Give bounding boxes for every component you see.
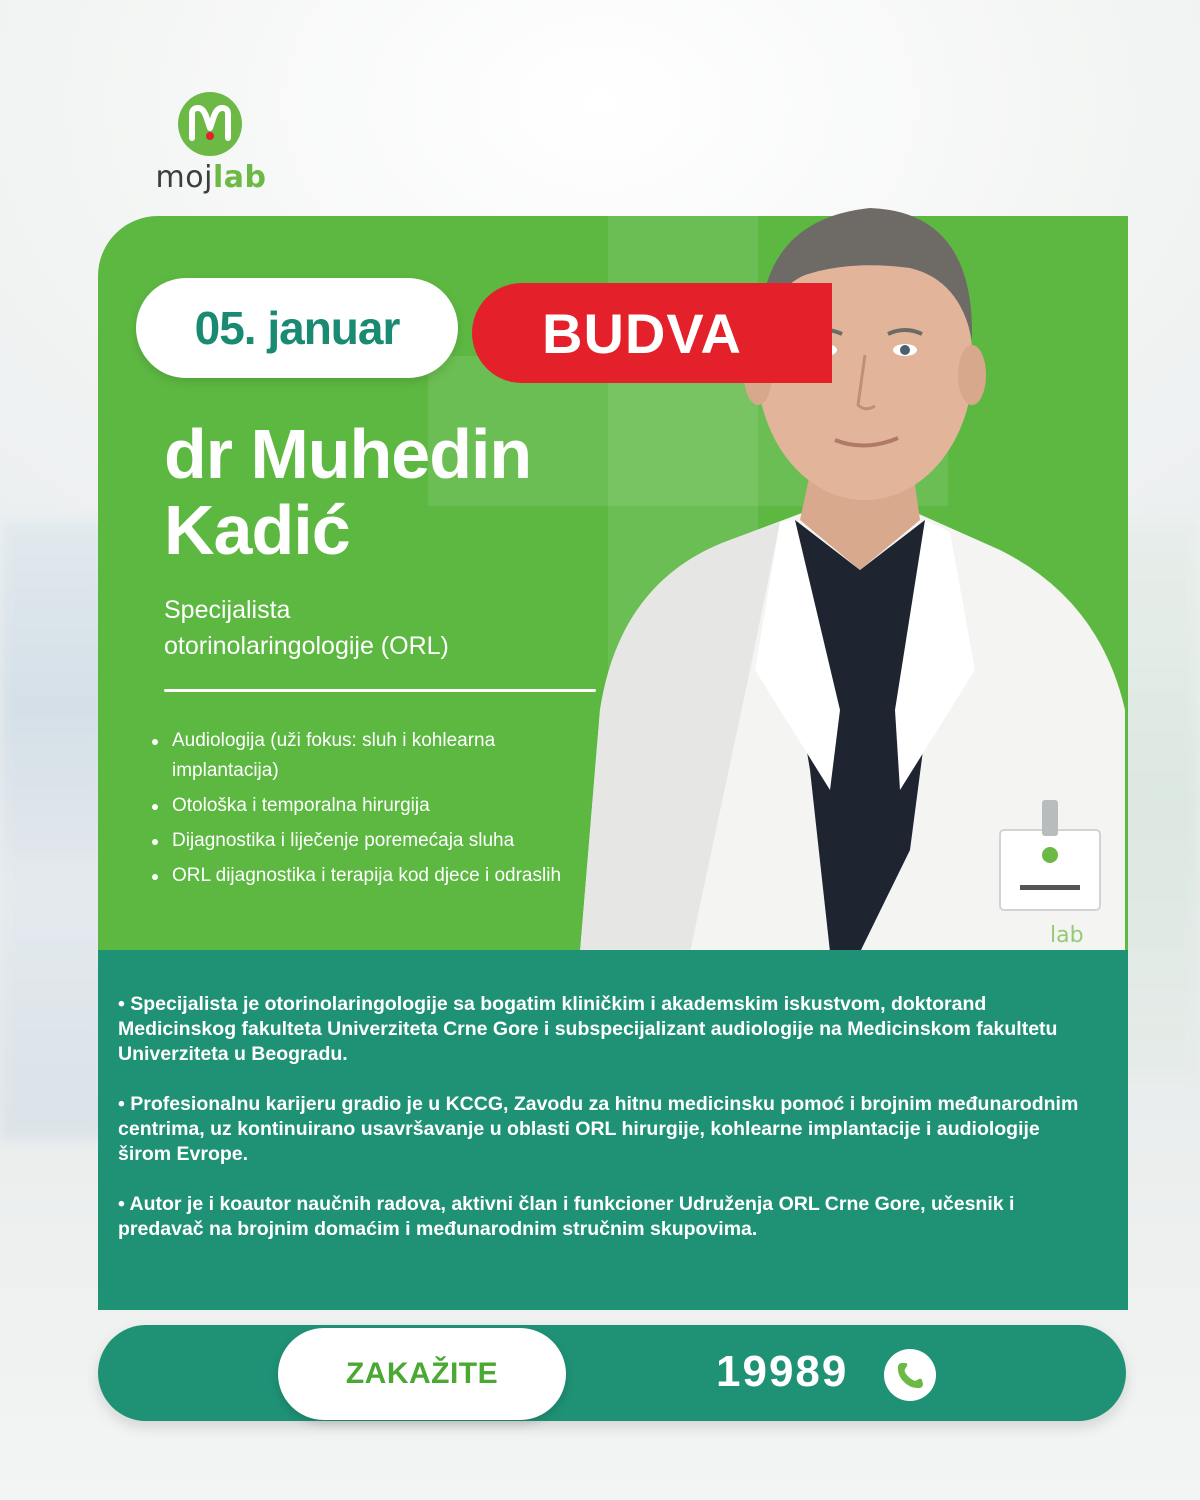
book-appointment-button[interactable]: ZAKAŽITE	[278, 1328, 566, 1420]
doctor-name-line2: Kadić	[164, 491, 350, 569]
title-divider	[164, 689, 596, 692]
mojlab-logo	[146, 92, 276, 202]
phone-number[interactable]: 19989	[716, 1347, 849, 1396]
doctor-name	[164, 416, 684, 568]
svg-text:lab: lab	[1050, 923, 1084, 948]
doctor-specialty-line2: otorinolaringologije (ORL)	[164, 632, 449, 660]
logo-suffix: lab	[212, 160, 267, 195]
focus-item: Otološka i temporalna hirurgija	[150, 791, 600, 821]
doctor-specialty	[164, 592, 604, 664]
background-shelf-left	[0, 520, 110, 1140]
cta-bar	[98, 1325, 1126, 1421]
phone-icon[interactable]	[884, 1349, 936, 1401]
bio-paragraph: • Specijalista je otorinolaringologije sa bogatim kliničkim i akademskim iskustvom, doktorand Medicinskog fakulteta Univerziteta Crne Gore i subspecijalizant audiologije na Medicinskom fakultetu Univerziteta u Beogradu.	[118, 993, 1058, 1065]
doctor-name-line1: dr Muhedin	[164, 415, 532, 493]
date-badge: 05. januar	[136, 278, 458, 378]
focus-item: Dijagnostika i liječenje poremećaja sluha	[150, 826, 600, 856]
city-badge: BUDVA	[472, 283, 832, 383]
logo-mark-icon	[178, 92, 242, 156]
focus-item: Audiologija (uži fokus: sluh i kohlearna implantacija)	[150, 726, 600, 786]
logo-prefix: moj	[155, 160, 213, 195]
focus-item: ORL dijagnostika i terapija kod djece i odraslih	[150, 861, 600, 891]
bio-paragraph: • Profesionalnu karijeru gradio je u KCCG, Zavodu za hitnu medicinsku pomoć i brojnim međunarodnim centrima, uz kontinuirano usavršavanje u oblasti ORL hirurgije, kohlearne implantacije i audiologije širom Evrope.	[118, 1093, 1079, 1165]
doctor-specialty-line1: Specijalista	[164, 596, 291, 624]
bio-paragraph: • Autor je i koautor naučnih radova, aktivni član i funkcioner Udruženja ORL Crne Gore, učesnik i predavač na brojnim domaćim i međunarodnim stručnim skupovima.	[118, 1193, 1015, 1240]
bio-panel	[98, 950, 1128, 1310]
focus-areas-list	[150, 726, 600, 896]
logo-wordmark	[146, 160, 276, 195]
